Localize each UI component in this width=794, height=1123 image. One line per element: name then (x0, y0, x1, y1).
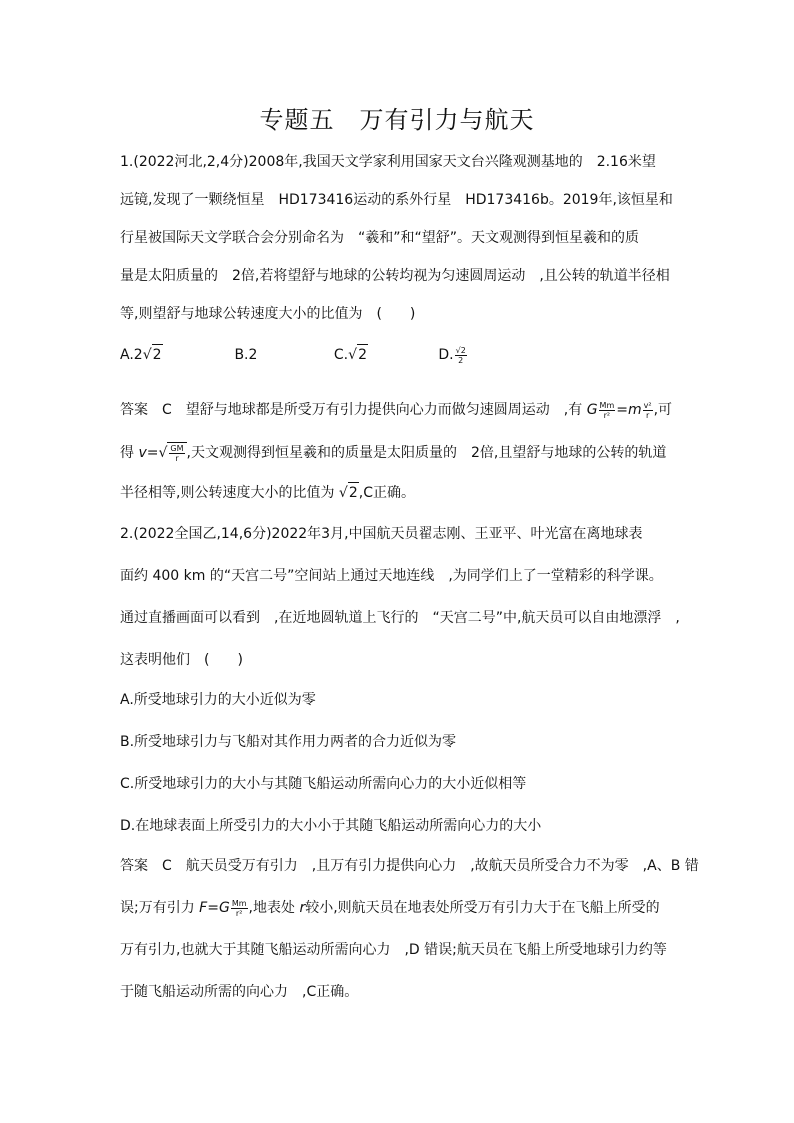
q1-answer-line-1: 答案 C 望舒与地球都是所受万有引力提供向心力而做匀速圆周运动 ,有 G $\frac{Mm}{\text{r²}}$ =m $\frac{\text{v²}}{r}$ ,可 (120, 400, 673, 420)
q1-option-d: D. $\frac{√2}{2}$ (438, 345, 466, 365)
q1-option-c: C.√2 (334, 344, 434, 365)
q1-answer-line-2: 得 v=√ $\frac{GM}{r}$ ,天文观测得到恒星羲和的质量是太阳质量的 2倍,且望舒与地球的公转的轨道 (120, 443, 667, 463)
q2-answer-line-1: 答案 C 航天员受万有引力 ,且万有引力提供向心力 ,故航天员所受合力不为零 ,A、B 错 (120, 858, 699, 874)
q2-option-a: A.所受地球引力的大小近似为零 (120, 692, 316, 708)
q1-text-line-5: 等,则望舒与地球公转速度大小的比值为 ( ) (120, 306, 416, 322)
q1-text-line-1: 1.(2022河北,2,4分)2008年,我国天文学家利用国家天文台兴隆观测基地的 2.16米望 (120, 154, 656, 170)
q2-option-c: C.所受地球引力的大小与其随飞船运动所需向心力的大小近似相等 (120, 776, 527, 792)
q2-answer-line-2: 误;万有引力 F=G $\frac{Mm}{\text{r²}}$ ,地表处 r较小,则航天员在地表处所受万有引力大于在飞船上所受的 (120, 898, 660, 918)
q2-option-b: B.所受地球引力与飞船对其作用力两者的合力近似为零 (120, 734, 457, 750)
q1-options (120, 344, 680, 365)
q1-answer-line-3: 半径相等,则公转速度大小的比值为 √2,C正确。 (120, 482, 680, 503)
q1-text-line-2: 远镜,发现了一颗绕恒星 HD173416运动的系外行星 HD173416b。2019年,该恒星和 (120, 192, 673, 208)
q2-text-line-3: 通过直播画面可以看到 ,在近地圆轨道上飞行的 “天宫二号”中,航天员可以自由地漂浮 , (120, 610, 680, 626)
q2-text-line-1: 2.(2022全国乙,14,6分)2022年3月,中国航天员翟志刚、王亚平、叶光富在离地球表 (120, 526, 643, 542)
q2-text-line-2: 面约 400 km 的“天宫二号”空间站上通过天地连线 ,为同学们上了一堂精彩的科学课。 (120, 568, 663, 584)
q2-option-d: D.在地球表面上所受引力的大小小于其随飞船运动所需向心力的大小 (120, 818, 542, 834)
q1-option-a: A.2√2 (120, 344, 230, 365)
q1-option-b: B.2 (234, 347, 258, 363)
q1-text-line-3: 行星被国际天文学联合会分别命名为 “羲和”和“望舒”。天文观测得到恒星羲和的质 (120, 230, 640, 246)
q2-answer-line-4: 于随飞船运动所需的向心力 ,C正确。 (120, 984, 359, 1000)
q1-text-line-4: 量是太阳质量的 2倍,若将望舒与地球的公转均视为匀速圆周运动 ,且公转的轨道半径相 (120, 268, 670, 284)
q2-text-line-4: 这表明他们 ( ) (120, 652, 243, 668)
page-title: 专题五 万有引力与航天 (259, 106, 535, 134)
q2-answer-line-3: 万有引力,也就大于其随飞船运动所需向心力 ,D 错误;航天员在飞船上所受地球引力约等 (120, 942, 667, 958)
